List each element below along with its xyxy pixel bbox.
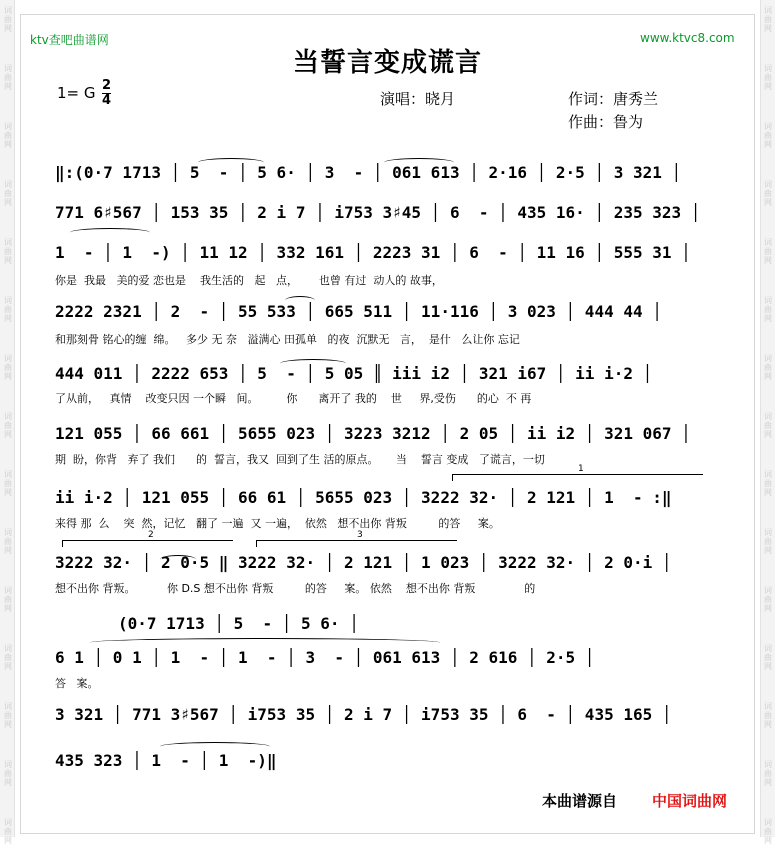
- score-line-5: 444 011 │ 2222 653 │ 5 - │ 5 05 ║ iii i2 │ 321 i67 │ ii i·2 │: [55, 364, 653, 383]
- slur: [90, 638, 440, 647]
- time-signature: [102, 80, 111, 107]
- watermark-stamp: 词 曲 网: [764, 6, 772, 33]
- watermark-stamp: 词 曲 网: [4, 412, 12, 439]
- lyric-line-6: 想不出你 背叛。 你 D.S 想不出你 背叛 的答 案。 依然 想不出你 背叛 的: [55, 582, 536, 595]
- watermark-stamp: 词 曲 网: [764, 238, 772, 265]
- volta-3-bracket: 3: [256, 540, 457, 547]
- composer-credit: 作曲：鲁为: [568, 113, 644, 131]
- song-title: 当誓言变成谎言: [292, 48, 482, 78]
- watermark-stamp: 词 曲 网: [764, 412, 772, 439]
- watermark-stamp: 词 曲 网: [4, 586, 12, 613]
- score-line-1: ‖:(0·7 1713 │ 5 - │ 5 6· │ 3 - │ 061 613 │ 2·16 │ 2·5 │ 3 321 │: [55, 163, 682, 182]
- watermark-stamp: 词 曲 网: [4, 122, 12, 149]
- lyricist-credit: 作词：唐秀兰: [568, 90, 659, 108]
- volta-2-bracket: 2: [62, 540, 233, 547]
- watermark-stamp: 词 曲 网: [4, 6, 12, 33]
- lyric-line-3: 了从前， 真情 改变只因 一个瞬 间。 你 离开了 我的 世 界,受伤 的心 不 再: [55, 392, 532, 405]
- score-line-7: ii i·2 │ 121 055 │ 66 61 │ 5655 023 │ 3222 32· │ 2 121 │ 1 - :‖: [55, 488, 672, 507]
- lyric-line-7: 答 案。: [55, 677, 99, 690]
- lyric-line-5: 来得 那 么 突 然，记忆 翻了 一遍 又 一遍， 依然 想不出你 背叛 的答 案。: [55, 517, 500, 530]
- watermark-stamp: 词 曲 网: [4, 238, 12, 265]
- score-line-intro-repeat: (0·7 1713 │ 5 - │ 5 6· │: [118, 614, 359, 633]
- watermark-stamp: 词 曲 网: [764, 702, 772, 729]
- score-line-6: 121 055 │ 66 661 │ 5655 023 │ 3223 3212 │ 2 05 │ ii i2 │ 321 067 │: [55, 424, 691, 443]
- lyric-line-1: 你是 我最 美的爱 恋也是 我生活的 起 点， 也曾 有过 动人的 故事，: [55, 274, 443, 287]
- singer-credit: 演唱：晓月: [380, 90, 456, 108]
- time-top: 2: [102, 78, 112, 93]
- watermark-stamp: 词 曲 网: [4, 702, 12, 729]
- watermark-stamp: 词 曲 网: [4, 760, 12, 787]
- lyric-line-2: 和那刻骨 铭心的缠 绵。 多少 无 奈 溢满心 田孤单 的夜 沉默无 言， 是什 么让你 忘记: [55, 333, 520, 346]
- watermark-stamp: 词 曲 网: [4, 470, 12, 497]
- score-line-3: 1 - │ 1 -) │ 11 12 │ 332 161 │ 2223 31 │ 6 - │ 11 16 │ 555 31 │: [55, 243, 691, 262]
- watermark-stamp: 词 曲 网: [764, 818, 772, 845]
- watermark-stamp: 词 曲 网: [4, 644, 12, 671]
- key-signature: 1= G: [57, 84, 96, 102]
- watermark-stamp: 词 曲 网: [764, 122, 772, 149]
- watermark-stamp: 词 曲 网: [764, 470, 772, 497]
- watermark-stamp: 词 曲 网: [4, 64, 12, 91]
- score-line-11: 435 323 │ 1 - │ 1 -)‖: [55, 751, 277, 770]
- score-line-4: 2222 2321 │ 2 - │ 55 533 │ 665 511 │ 11·116 │ 3 023 │ 444 44 │: [55, 302, 662, 321]
- watermark-stamp: 词 曲 网: [764, 528, 772, 555]
- score-line-10: 3 321 │ 771 3♯567 │ i753 35 │ 2 i 7 │ i753 35 │ 6 - │ 435 165 │: [55, 705, 672, 724]
- site-name-left[interactable]: ktv查吧曲谱网: [30, 33, 109, 47]
- source-label: 本曲谱源自: [542, 792, 618, 810]
- score-line-8: 3222 32· │ 2 0·5 ‖ 3222 32· │ 2 121 │ 1 023 │ 3222 32· │ 2 0·i │: [55, 553, 672, 572]
- watermark-stamp: 词 曲 网: [764, 64, 772, 91]
- watermark-stamp: 词 曲 网: [764, 354, 772, 381]
- watermark-stamp: 词 曲 网: [764, 586, 772, 613]
- watermark-stamp: 词 曲 网: [4, 296, 12, 323]
- slur: [160, 742, 270, 751]
- slur: [70, 228, 150, 237]
- watermark-stamp: 词 曲 网: [4, 528, 12, 555]
- score-line-2: 771 6♯567 │ 153 35 │ 2 i 7 │ i753 3♯45 │ 6 - │ 435 16· │ 235 323 │: [55, 203, 701, 222]
- score-line-9: 6 1 │ 0 1 │ 1 - │ 1 - │ 3 - │ 061 613 │ 2 616 │ 2·5 │: [55, 648, 595, 667]
- watermark-stamp: 词 曲 网: [764, 180, 772, 207]
- lyric-line-4: 期 盼，你背 弃了 我们 的 誓言，我又 回到了生 活的原点。 当 誓言 变成 了谎言，一切: [55, 453, 545, 466]
- time-bottom: 4: [102, 93, 112, 108]
- source-brand-link[interactable]: 中国词曲网: [652, 792, 728, 810]
- watermark-stamp: 词 曲 网: [4, 180, 12, 207]
- watermark-stamp: 词 曲 网: [4, 354, 12, 381]
- volta-1-bracket: 1: [452, 474, 703, 481]
- watermark-stamp: 词 曲 网: [764, 760, 772, 787]
- site-url-right[interactable]: www.ktvc8.com: [640, 31, 735, 45]
- watermark-stamp: 词 曲 网: [4, 818, 12, 845]
- watermark-stamp: 词 曲 网: [764, 296, 772, 323]
- watermark-stamp: 词 曲 网: [764, 644, 772, 671]
